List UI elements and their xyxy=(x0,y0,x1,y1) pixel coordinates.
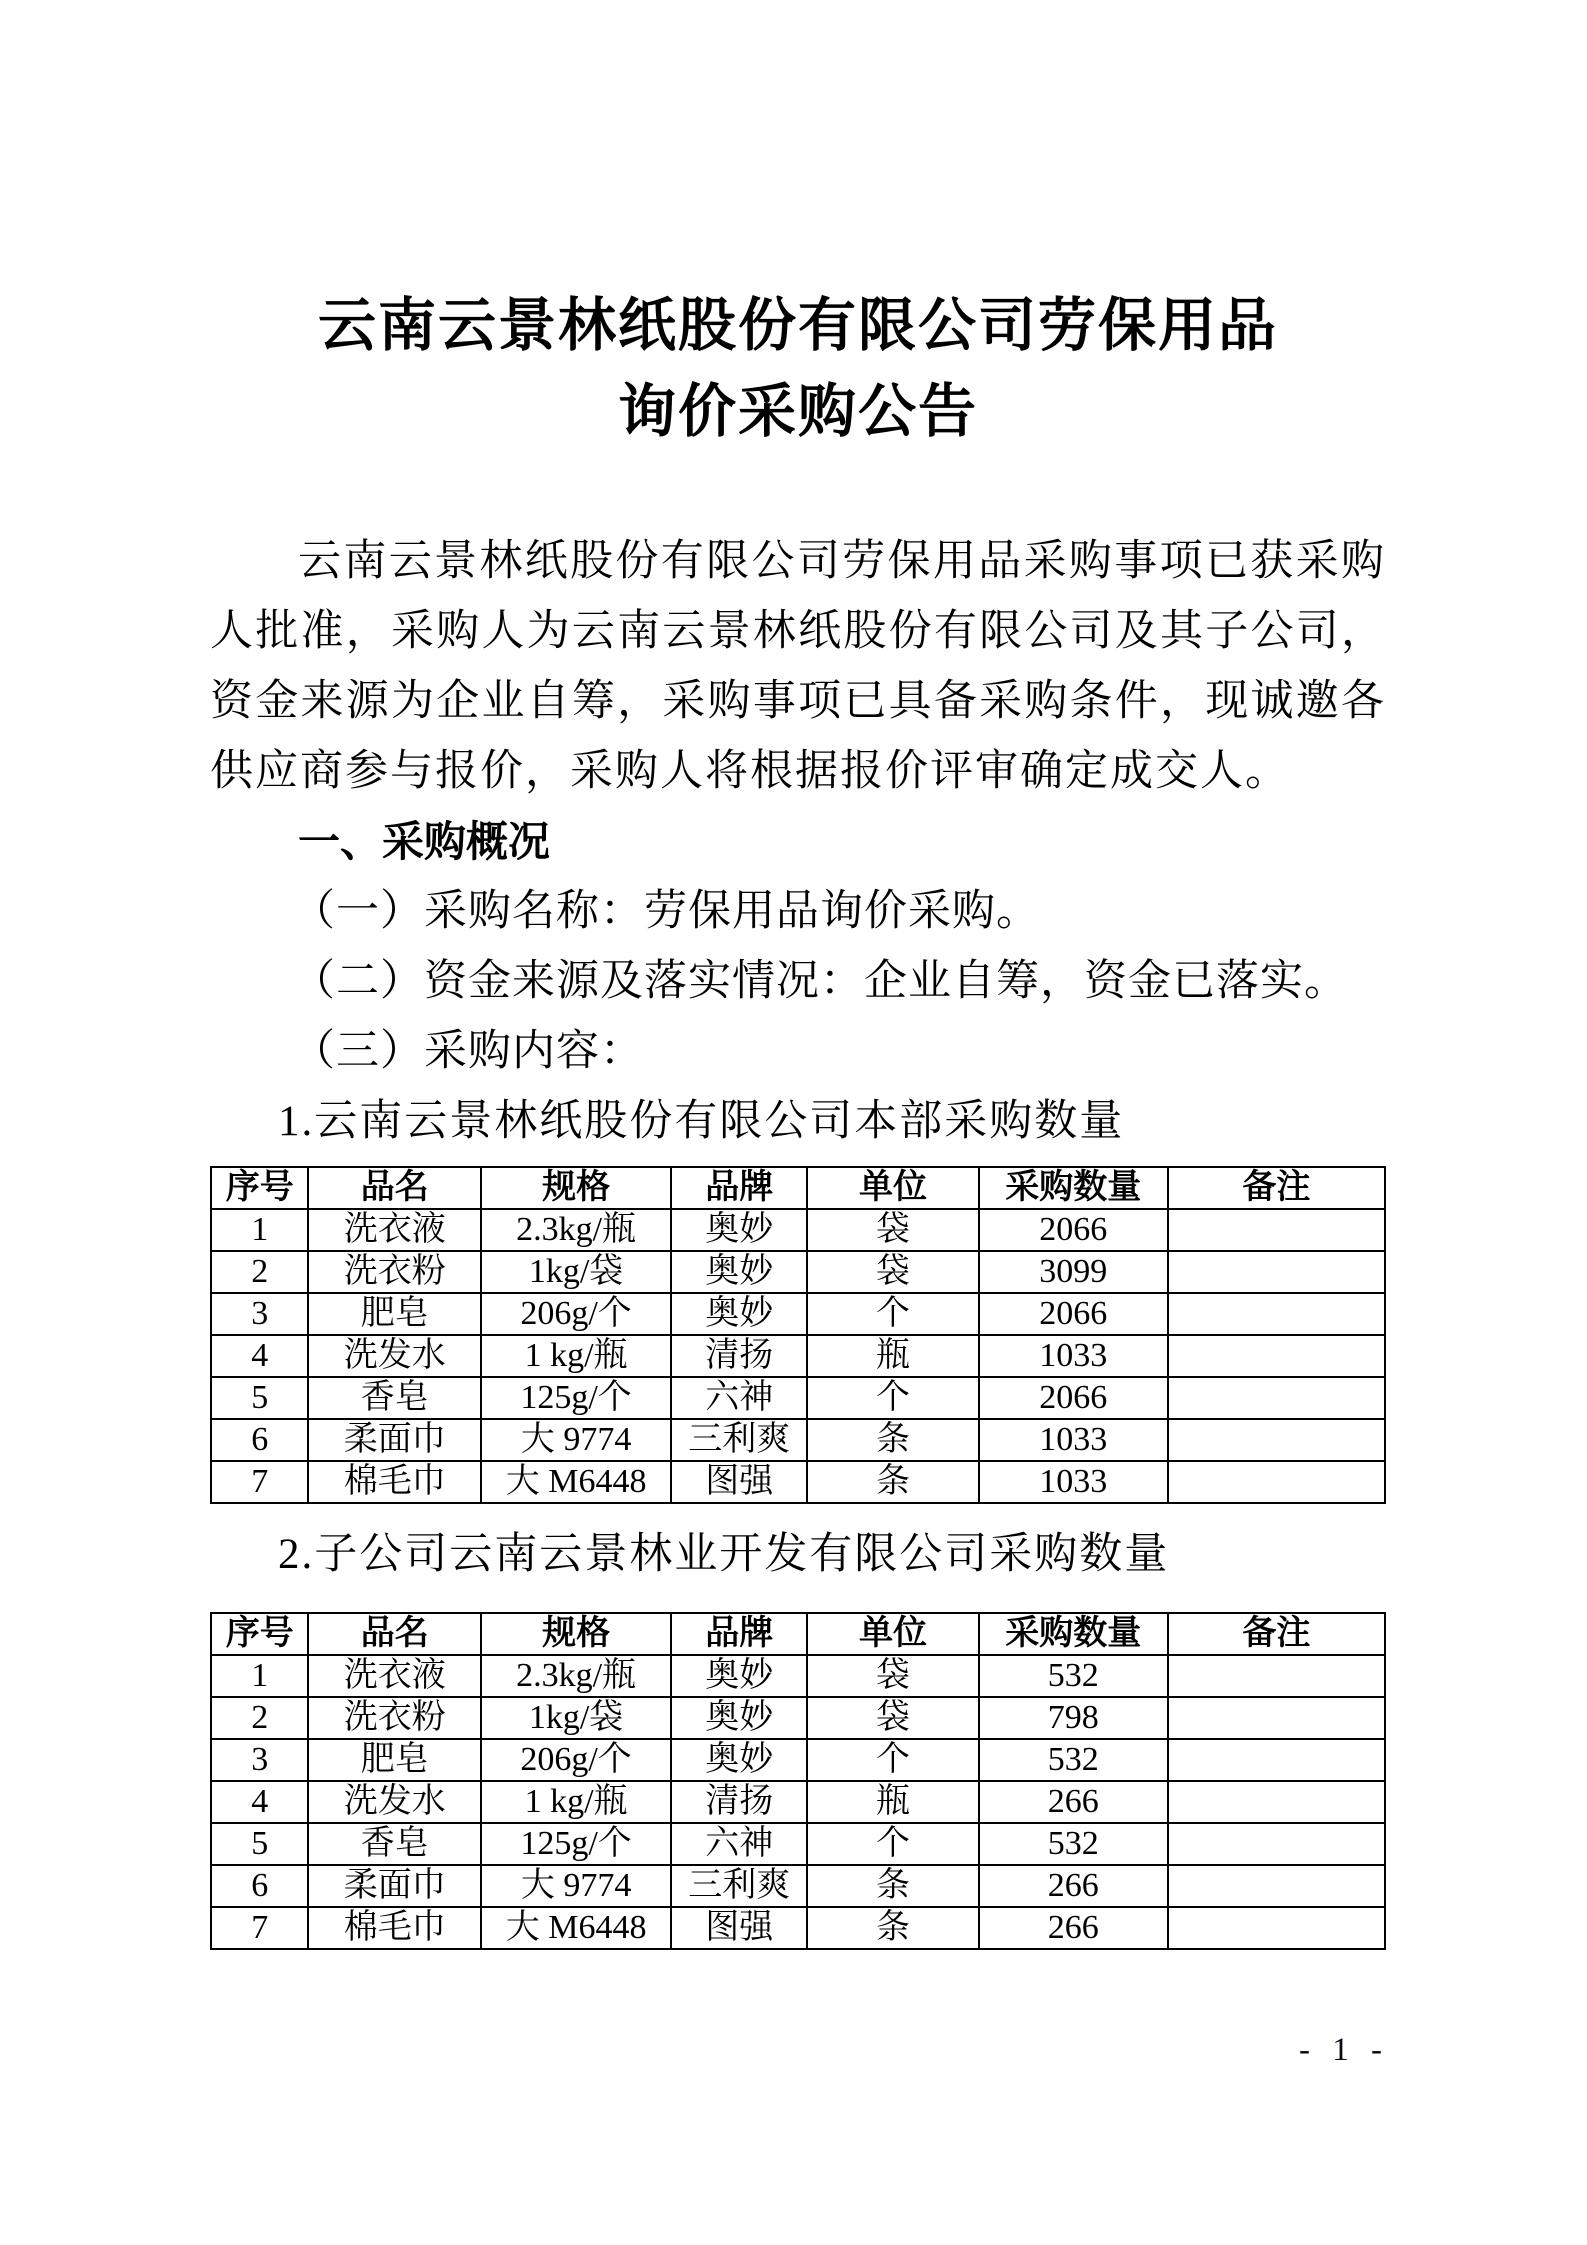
column-header: 品牌 xyxy=(671,1167,807,1209)
table-cell: 个 xyxy=(807,1823,978,1865)
column-header: 规格 xyxy=(481,1613,671,1655)
table-cell: 条 xyxy=(807,1865,978,1907)
table-cell xyxy=(1168,1461,1385,1503)
item-funding-source: （二）资金来源及落实情况：企业自筹，资金已落实。 xyxy=(292,958,1348,1005)
table-cell: 洗发水 xyxy=(308,1781,481,1823)
table-header-row xyxy=(211,1167,1385,1209)
table-cell: 1kg/袋 xyxy=(481,1697,671,1739)
table-row xyxy=(211,1251,1385,1293)
table-cell: 袋 xyxy=(807,1251,978,1293)
column-header: 序号 xyxy=(211,1613,308,1655)
table-cell: 266 xyxy=(979,1781,1168,1823)
table-cell: 条 xyxy=(807,1461,978,1503)
table-cell: 266 xyxy=(979,1907,1168,1949)
table-cell: 7 xyxy=(211,1907,308,1949)
table-cell: 2.3kg/瓶 xyxy=(481,1655,671,1697)
table-cell: 个 xyxy=(807,1293,978,1335)
table-row xyxy=(211,1781,1385,1823)
document-title-line1: 云南云景林纸股份有限公司劳保用品 xyxy=(317,293,1278,358)
table-row xyxy=(211,1419,1385,1461)
table-cell: 肥皂 xyxy=(308,1293,481,1335)
table-row xyxy=(211,1697,1385,1739)
table-cell xyxy=(1168,1865,1385,1907)
table-cell: 奥妙 xyxy=(671,1209,807,1251)
table-cell: 袋 xyxy=(807,1697,978,1739)
table-cell: 大 M6448 xyxy=(481,1907,671,1949)
table-cell: 1033 xyxy=(979,1335,1168,1377)
table-cell: 柔面巾 xyxy=(308,1865,481,1907)
table-cell: 棉毛巾 xyxy=(308,1907,481,1949)
table-cell xyxy=(1168,1781,1385,1823)
table-cell: 清扬 xyxy=(671,1781,807,1823)
table-cell: 1 kg/瓶 xyxy=(481,1335,671,1377)
table-cell: 206g/个 xyxy=(481,1739,671,1781)
table-cell: 532 xyxy=(979,1739,1168,1781)
table-cell: 袋 xyxy=(807,1209,978,1251)
table-row xyxy=(211,1377,1385,1419)
column-header: 序号 xyxy=(211,1167,308,1209)
table-cell: 个 xyxy=(807,1739,978,1781)
table-cell: 2066 xyxy=(979,1209,1168,1251)
table-cell: 图强 xyxy=(671,1907,807,1949)
table-cell: 4 xyxy=(211,1335,308,1377)
table-cell: 1033 xyxy=(979,1461,1168,1503)
table-cell: 1 kg/瓶 xyxy=(481,1781,671,1823)
table-cell: 798 xyxy=(979,1697,1168,1739)
table-cell: 5 xyxy=(211,1377,308,1419)
intro-paragraph: 云南云景林纸股份有限公司劳保用品采购事项已获采购人批准，采购人为云南云景林纸股份有限公司及其子公司，资金来源为企业自筹，采购事项已具备采购条件，现诚邀各供应商参与报价，采购人将根据报价评审确定成交人。 xyxy=(210,538,1386,795)
document-content xyxy=(210,0,1386,1950)
table-cell: 大 M6448 xyxy=(481,1461,671,1503)
table-row xyxy=(211,1739,1385,1781)
table-row xyxy=(211,1293,1385,1335)
table-row xyxy=(211,1655,1385,1697)
table-row xyxy=(211,1823,1385,1865)
table-row xyxy=(211,1461,1385,1503)
table-cell: 1 xyxy=(211,1209,308,1251)
table-cell: 6 xyxy=(211,1419,308,1461)
table-cell: 大 9774 xyxy=(481,1865,671,1907)
column-header: 单位 xyxy=(807,1167,978,1209)
table-cell: 香皂 xyxy=(308,1823,481,1865)
table-cell: 2066 xyxy=(979,1293,1168,1335)
item-procurement-name: （一）采购名称：劳保用品询价采购。 xyxy=(292,888,1040,935)
table-row xyxy=(211,1209,1385,1251)
table-row xyxy=(211,1335,1385,1377)
table-cell: 125g/个 xyxy=(481,1377,671,1419)
table-cell: 2066 xyxy=(979,1377,1168,1419)
procurement-table-headquarters xyxy=(210,1166,1386,1504)
table-cell: 2 xyxy=(211,1697,308,1739)
table-cell: 瓶 xyxy=(807,1781,978,1823)
column-header: 品牌 xyxy=(671,1613,807,1655)
table-cell: 2.3kg/瓶 xyxy=(481,1209,671,1251)
table-header-row xyxy=(211,1613,1385,1655)
section-heading-overview: 一、采购概况 xyxy=(298,818,551,865)
table-cell: 条 xyxy=(807,1907,978,1949)
table-cell: 125g/个 xyxy=(481,1823,671,1865)
table-cell: 袋 xyxy=(807,1655,978,1697)
column-header: 品名 xyxy=(308,1167,481,1209)
table-cell: 瓶 xyxy=(807,1335,978,1377)
table-cell xyxy=(1168,1335,1385,1377)
table-cell xyxy=(1168,1739,1385,1781)
table-cell: 条 xyxy=(807,1419,978,1461)
table1-heading: 1.云南云景林纸股份有限公司本部采购数量 xyxy=(278,1098,1125,1145)
item-procurement-content: （三）采购内容： xyxy=(292,1028,644,1075)
column-header: 采购数量 xyxy=(979,1613,1168,1655)
table-cell: 3099 xyxy=(979,1251,1168,1293)
table-cell: 六神 xyxy=(671,1377,807,1419)
column-header: 采购数量 xyxy=(979,1167,1168,1209)
table-cell: 洗衣粉 xyxy=(308,1697,481,1739)
table-cell xyxy=(1168,1293,1385,1335)
procurement-table-subsidiary xyxy=(210,1612,1386,1950)
table-cell: 7 xyxy=(211,1461,308,1503)
document-title xyxy=(210,283,1386,455)
table-cell: 个 xyxy=(807,1377,978,1419)
table-cell: 266 xyxy=(979,1865,1168,1907)
table-cell: 洗衣液 xyxy=(308,1209,481,1251)
table-cell xyxy=(1168,1655,1385,1697)
column-header: 单位 xyxy=(807,1613,978,1655)
column-header: 规格 xyxy=(481,1167,671,1209)
table-cell: 六神 xyxy=(671,1823,807,1865)
column-header: 备注 xyxy=(1168,1167,1385,1209)
table-row xyxy=(211,1865,1385,1907)
table-cell: 奥妙 xyxy=(671,1697,807,1739)
table2-body xyxy=(211,1655,1385,1949)
table-cell: 洗衣粉 xyxy=(308,1251,481,1293)
table-cell xyxy=(1168,1907,1385,1949)
table-cell: 1 xyxy=(211,1655,308,1697)
table-cell: 奥妙 xyxy=(671,1293,807,1335)
table-cell: 柔面巾 xyxy=(308,1419,481,1461)
table-cell: 1033 xyxy=(979,1419,1168,1461)
table-cell: 肥皂 xyxy=(308,1739,481,1781)
table-cell: 4 xyxy=(211,1781,308,1823)
table2-header xyxy=(211,1613,1385,1655)
table-cell: 三利爽 xyxy=(671,1419,807,1461)
table-cell: 清扬 xyxy=(671,1335,807,1377)
table2-heading: 2.子公司云南云景林业开发有限公司采购数量 xyxy=(278,1531,1170,1578)
table-cell: 532 xyxy=(979,1823,1168,1865)
table-cell: 香皂 xyxy=(308,1377,481,1419)
table-cell: 6 xyxy=(211,1865,308,1907)
table-cell: 奥妙 xyxy=(671,1655,807,1697)
table-cell: 洗衣液 xyxy=(308,1655,481,1697)
table-cell xyxy=(1168,1823,1385,1865)
table-cell: 1kg/袋 xyxy=(481,1251,671,1293)
table-cell: 3 xyxy=(211,1293,308,1335)
table-cell: 3 xyxy=(211,1739,308,1781)
table-cell: 奥妙 xyxy=(671,1739,807,1781)
table1-header xyxy=(211,1167,1385,1209)
table-cell xyxy=(1168,1697,1385,1739)
table1-body xyxy=(211,1209,1385,1503)
table-cell: 图强 xyxy=(671,1461,807,1503)
table-cell: 奥妙 xyxy=(671,1251,807,1293)
column-header: 品名 xyxy=(308,1613,481,1655)
table-cell: 532 xyxy=(979,1655,1168,1697)
column-header: 备注 xyxy=(1168,1613,1385,1655)
table-cell: 5 xyxy=(211,1823,308,1865)
document-title-line2: 询价采购公告 xyxy=(617,379,978,444)
table-cell: 206g/个 xyxy=(481,1293,671,1335)
table-cell xyxy=(1168,1251,1385,1293)
table-cell: 棉毛巾 xyxy=(308,1461,481,1503)
table-cell: 大 9774 xyxy=(481,1419,671,1461)
table-cell: 2 xyxy=(211,1251,308,1293)
table-cell xyxy=(1168,1209,1385,1251)
page-number: - 1 - xyxy=(1299,2032,1389,2068)
table-cell: 洗发水 xyxy=(308,1335,481,1377)
table-row xyxy=(211,1907,1385,1949)
table-cell: 三利爽 xyxy=(671,1865,807,1907)
table-cell xyxy=(1168,1377,1385,1419)
table-cell xyxy=(1168,1419,1385,1461)
